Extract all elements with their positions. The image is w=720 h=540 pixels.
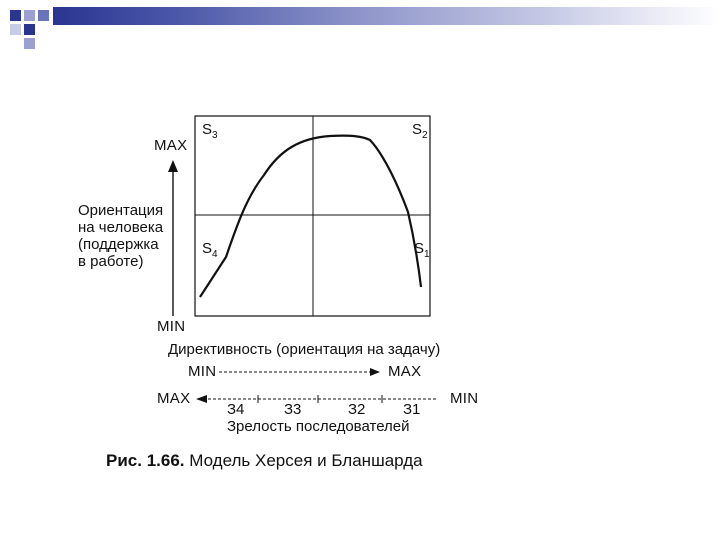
- y-axis-title-line-3: (поддержка: [78, 236, 159, 253]
- maturity-min-label: MIN: [450, 390, 479, 407]
- x-axis-title: Директивность (ориентация на задачу): [168, 341, 441, 358]
- figure-caption-text: Модель Херсея и Бланшарда: [189, 451, 423, 470]
- leadership-curve: [200, 136, 421, 297]
- maturity-scale-title: Зрелость последователей: [227, 418, 410, 435]
- directiveness-max-label: MAX: [388, 363, 422, 380]
- maturity-max-label: MAX: [157, 390, 191, 407]
- maturity-level-z2: З2: [348, 401, 366, 418]
- figure-caption: [106, 451, 423, 471]
- directiveness-arrowhead: [370, 368, 380, 376]
- quadrant-label-s4: $S_4$: [202, 240, 218, 260]
- y-axis-title-line-4: в работе): [78, 253, 144, 270]
- maturity-level-z4: З4: [227, 401, 245, 418]
- maturity-level-z3: З3: [284, 401, 302, 418]
- figure-caption-number: Рис. 1.66.: [106, 451, 185, 470]
- y-axis-arrowhead: [168, 160, 178, 172]
- y-axis-title: [78, 202, 163, 270]
- y-axis-min-label: MIN: [157, 318, 186, 335]
- quadrant-label-s1: $S_1$: [414, 240, 430, 260]
- y-axis-title-line-1: Ориентация: [78, 202, 164, 219]
- directiveness-min-label: MIN: [188, 363, 217, 380]
- maturity-arrowhead: [196, 395, 207, 403]
- y-axis-max-label: MAX: [154, 137, 188, 154]
- quadrant-label-s3: $S_3$: [202, 121, 218, 141]
- y-axis-title-line-2: на человека: [78, 219, 164, 236]
- quadrant-label-s2: $S_2$: [412, 121, 428, 141]
- maturity-level-z1: З1: [403, 401, 421, 418]
